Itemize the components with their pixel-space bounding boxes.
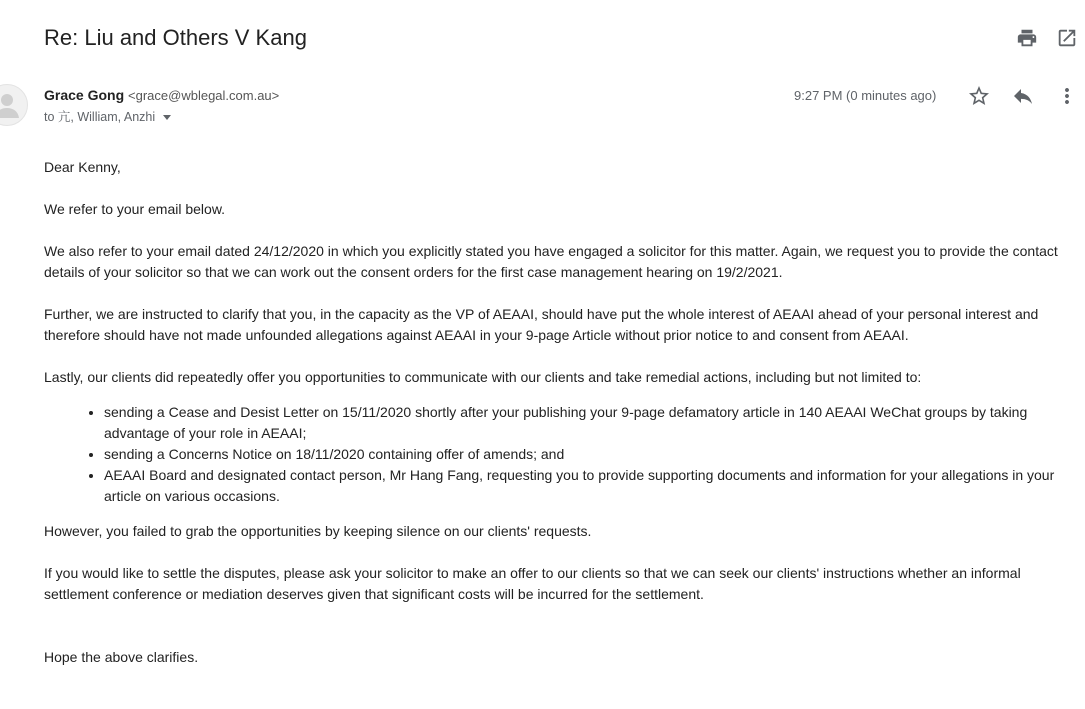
open-in-new-window-icon[interactable] xyxy=(1056,27,1078,49)
body-paragraph-2: We also refer to your email dated 24/12/2020 in which you explicitly stated you have engaged a solicitor for this matter. Again, we request you to provide the contact details of your solicitor so that we can work out the consent orders for the first case management hearing on 19/2/2021. xyxy=(44,243,1058,280)
more-vertical-icon[interactable] xyxy=(1055,84,1079,108)
email-timestamp: 9:27 PM (0 minutes ago) xyxy=(794,88,937,103)
recipients-text: to 亢, William, Anzhi xyxy=(44,110,156,124)
star-icon[interactable] xyxy=(967,84,991,108)
body-paragraph-7: Hope the above clarifies. xyxy=(44,649,199,665)
avatar-person-icon xyxy=(0,84,28,126)
recipients-line xyxy=(44,109,171,125)
show-details-caret-icon[interactable] xyxy=(163,115,171,120)
list-item: • sending a Concerns Notice on 18/11/2020 containing offer of amends; and xyxy=(104,444,1079,465)
email-body xyxy=(44,157,1079,689)
offers-list xyxy=(44,402,1079,507)
print-icon[interactable] xyxy=(1016,27,1038,49)
spacer xyxy=(44,626,1079,647)
body-paragraph-1: We refer to your email below. xyxy=(44,201,226,217)
list-item: • AEAAI Board and designated contact person, Mr Hang Fang, requesting you to provide supporting documents and information for your allegations in your article on various occasions. xyxy=(104,465,1079,507)
body-paragraph-6: If you would like to settle the disputes, please ask your solicitor to make an offer to our clients so that we can seek our clients' instructions whether an informal settlement conference or mediation deserves given that significant costs will be incurred for the settlement. xyxy=(44,565,1021,602)
sender-name[interactable]: Grace Gong xyxy=(44,87,125,103)
body-paragraph-3: Further, we are instructed to clarify that you, in the capacity as the VP of AEAAI, should have put the whole interest of AEAAI ahead of your personal interest and therefore should have not made unfounded allegations against AEAAI in your 9-page Article without prior notice to and consent from AEAAI. xyxy=(44,306,1039,343)
email-subject: Re: Liu and Others V Kang xyxy=(44,25,307,50)
body-paragraph-5: However, you failed to grab the opportunities by keeping silence on our clients' requests. xyxy=(44,523,592,539)
body-paragraph-4: Lastly, our clients did repeatedly offer you opportunities to communicate with our clients and take remedial actions, including but not limited to: xyxy=(44,369,922,385)
sender-email: <grace@wblegal.com.au> xyxy=(128,88,280,103)
greeting: Dear Kenny, xyxy=(44,159,121,175)
list-item: • sending a Cease and Desist Letter on 15/11/2020 shortly after your publishing your 9-page defamatory article in 140 AEAAI WeChat groups by taking advantage of your role in AEAAI; xyxy=(104,402,1079,444)
reply-icon[interactable] xyxy=(1011,84,1035,108)
sender-line xyxy=(44,86,279,105)
